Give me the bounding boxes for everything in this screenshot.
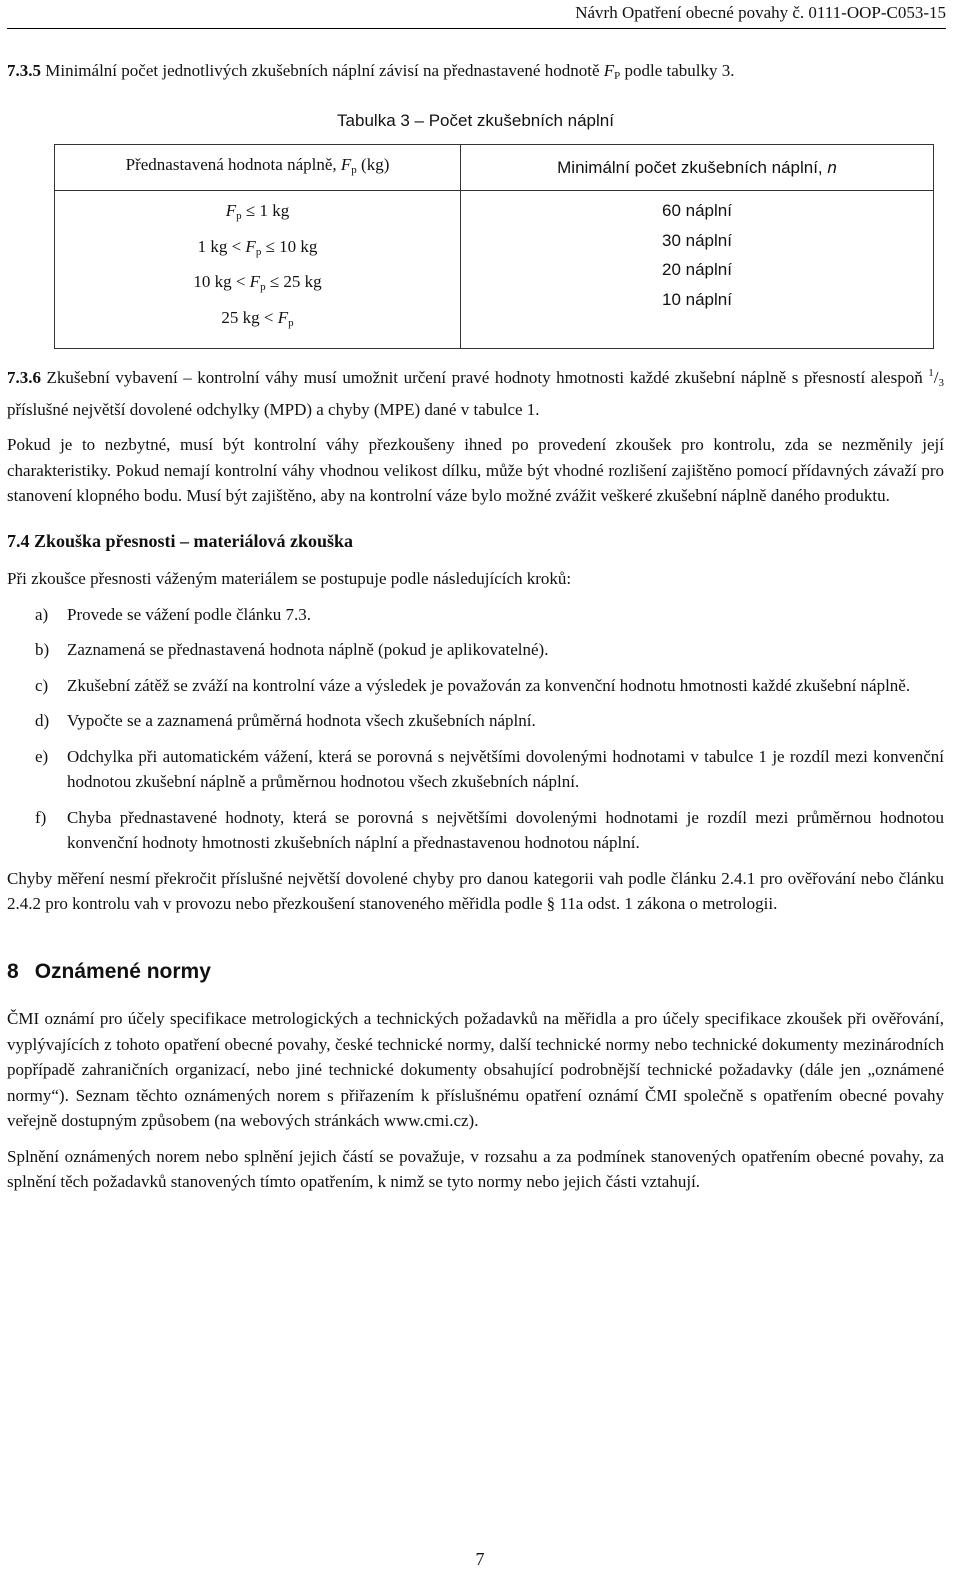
list-marker: d) [35,711,50,730]
count-cell: 20 náplní [662,260,732,279]
list-marker: f) [35,807,47,827]
paragraph-notified-standards: ČMI oznámí pro účely specifikace metrologických a technických požadavků na měřidla a pro účely specifikace zkoušek při ověřování, vyplývajících z tohoto opatření obecné povahy, české technické normy, další technické normy nebo technické dokumenty mezinárodních popřípadě zahraničních organizací, nebo jiné technické dokumenty obsahující podrobnější technické požadavky (dále jen „oznámené normy“). Seznam těchto oznámených norem s přiřazením k příslušnému opatření oznámí ČMI společně s opatřením obecné povahy veřejně dostupným způsobem (na webových stránkách www.cmi.cz). [7,1009,944,1130]
list-item [7,602,944,628]
list-item [7,637,944,663]
list-item-text: Zkušební zátěž se zváží na kontrolní váze a výsledek je považován za konvenční hodnotu hmotnosti každé zkušební náplně. [67,675,911,695]
list-marker: e) [35,746,49,766]
test-fills-table [54,144,934,349]
page-content [7,58,944,1195]
clause-number: 7.3.5 [7,61,41,80]
clause-text-after: podle tabulky 3. [620,61,735,80]
symbol-f: F [603,61,615,80]
list-item-text: Provede se vážení podle článku 7.3. [67,604,312,624]
range-cell: $F_p \le 1$ kg [225,201,290,222]
list-item [7,744,944,795]
list-item-text: Odchylka při automatickém vážení, která se porovná s největšími dovolenými hodnotami v tabulce 1 je rozdíl mezi konvenční hodnotou zkušební náplně a průměrnou hodnotou všech zkušebních náplní. [67,746,944,791]
procedure-steps-list [7,602,944,856]
clause-number: 7.3.6 [7,368,41,387]
list-item [7,673,944,699]
fraction-denominator: 3 [938,377,944,389]
section-heading-8 [7,959,944,985]
running-header: Návrh Opatření obecné povahy č. 0111-OOP-C053-15 [575,3,946,22]
section-title: Oznámené normy [34,959,211,983]
count-cell: 60 náplní [662,201,732,220]
range-cell: 25 kg < $F_p$ [221,307,294,329]
list-marker: c) [35,675,49,695]
range-cell: 1 kg < $F_p \le 10$ kg [197,236,318,258]
symbol-subscript: P [614,70,621,82]
list-marker: b) [35,640,50,659]
range-cell: 10 kg < $F_p \le 25$ kg [193,272,322,293]
list-item-text: Zaznamená se přednastavená hodnota náplně (pokud je aplikovatelné). [67,640,549,659]
list-item [7,805,944,856]
section-intro: Při zkoušce přesnosti váženým materiálem se postupuje podle následujících kroků: [7,569,572,588]
table-title: Tabulka 3 – Počet zkušebních náplní [337,110,614,130]
list-marker: a) [35,604,49,624]
fraction-numerator: 1 [928,367,934,379]
section-number: 8 [7,959,19,983]
clause-text-before: Minimální počet jednotlivých zkušebních náplní závisí na přednastavené hodnotě [45,61,604,80]
page-number: 7 [475,1549,485,1569]
table-header-left: Přednastavená hodnota náplně, $F_p$ (kg) [55,145,461,191]
table-body-row [55,191,934,349]
header-divider [7,28,946,29]
clause-text-before: Zkušební vybavení – kontrolní váhy musí umožnit určení pravé hodnoty hmotnosti každé zkušební náplně s přesností alespoň [46,368,929,387]
count-cell: 30 náplní [662,230,732,250]
list-item-text: Chyba přednastavené hodnoty, která se porovná s největšími dovolenými hodnotami je rozdíl mezi průměrnou hodnotou konvenční hodnoty hmotnosti zkušebních náplní a přednastavenou hodnotou náplní. [67,807,944,852]
paragraph-compliance: Splnění oznámených norem nebo splnění jejich částí se považuje, v rozsahu a za podmínek stanovených opatřením obecné povahy, za splnění těch požadavků stanovených tímto opatřením, k nimž se tyto normy nebo jejich části vztahují. [7,1146,944,1191]
list-item-text: Vypočte se a zaznamená průměrná hodnota všech zkušebních náplní. [67,711,536,730]
fraction-slash: / [933,368,939,387]
table-header-right: Minimální počet zkušebních náplní, n [461,145,934,191]
table-count-column [461,191,934,349]
paragraph-measurement-errors: Chyby měření nesmí překročit příslušné největší dovolené chyby pro danou kategorii vah podle článku 2.4.1 pro ověřování nebo článku 2.4.2 pro kontrolu vah v provozu nebo přezkoušení stanoveného měřidla podle § 11a odst. 1 zákona o metrologii. [7,868,944,913]
clause-7-3-5 [7,58,944,90]
clause-7-3-6 [7,361,944,422]
paragraph-check-scales: Pokud je to nezbytné, musí být kontrolní váhy přezkoušeny ihned po provedení zkoušek pro kontrolu, zda se nezměnily její charakteristiky. Pokud nemají kontrolní váhy vhodnou velikost dílku, může být vhodné rozlišení zajištěno pomocí přídavných závaží pro stanovení klopného bodu. Musí být zajištěno, aby na kontrolní váze bylo možné zvážit veškeré zkušební náplně daného produktu. [7,435,944,505]
clause-text-after: příslušné největší dovolené odchylky (MPD) a chyby (MPE) dané v tabulce 1. [7,399,540,419]
table-header-row [55,145,934,191]
list-item [7,708,944,734]
count-cell: 10 náplní [662,289,732,309]
section-heading-7-4: 7.4 Zkouška přesnosti – materiálová zkouška [7,530,354,551]
table-range-column [55,191,461,349]
